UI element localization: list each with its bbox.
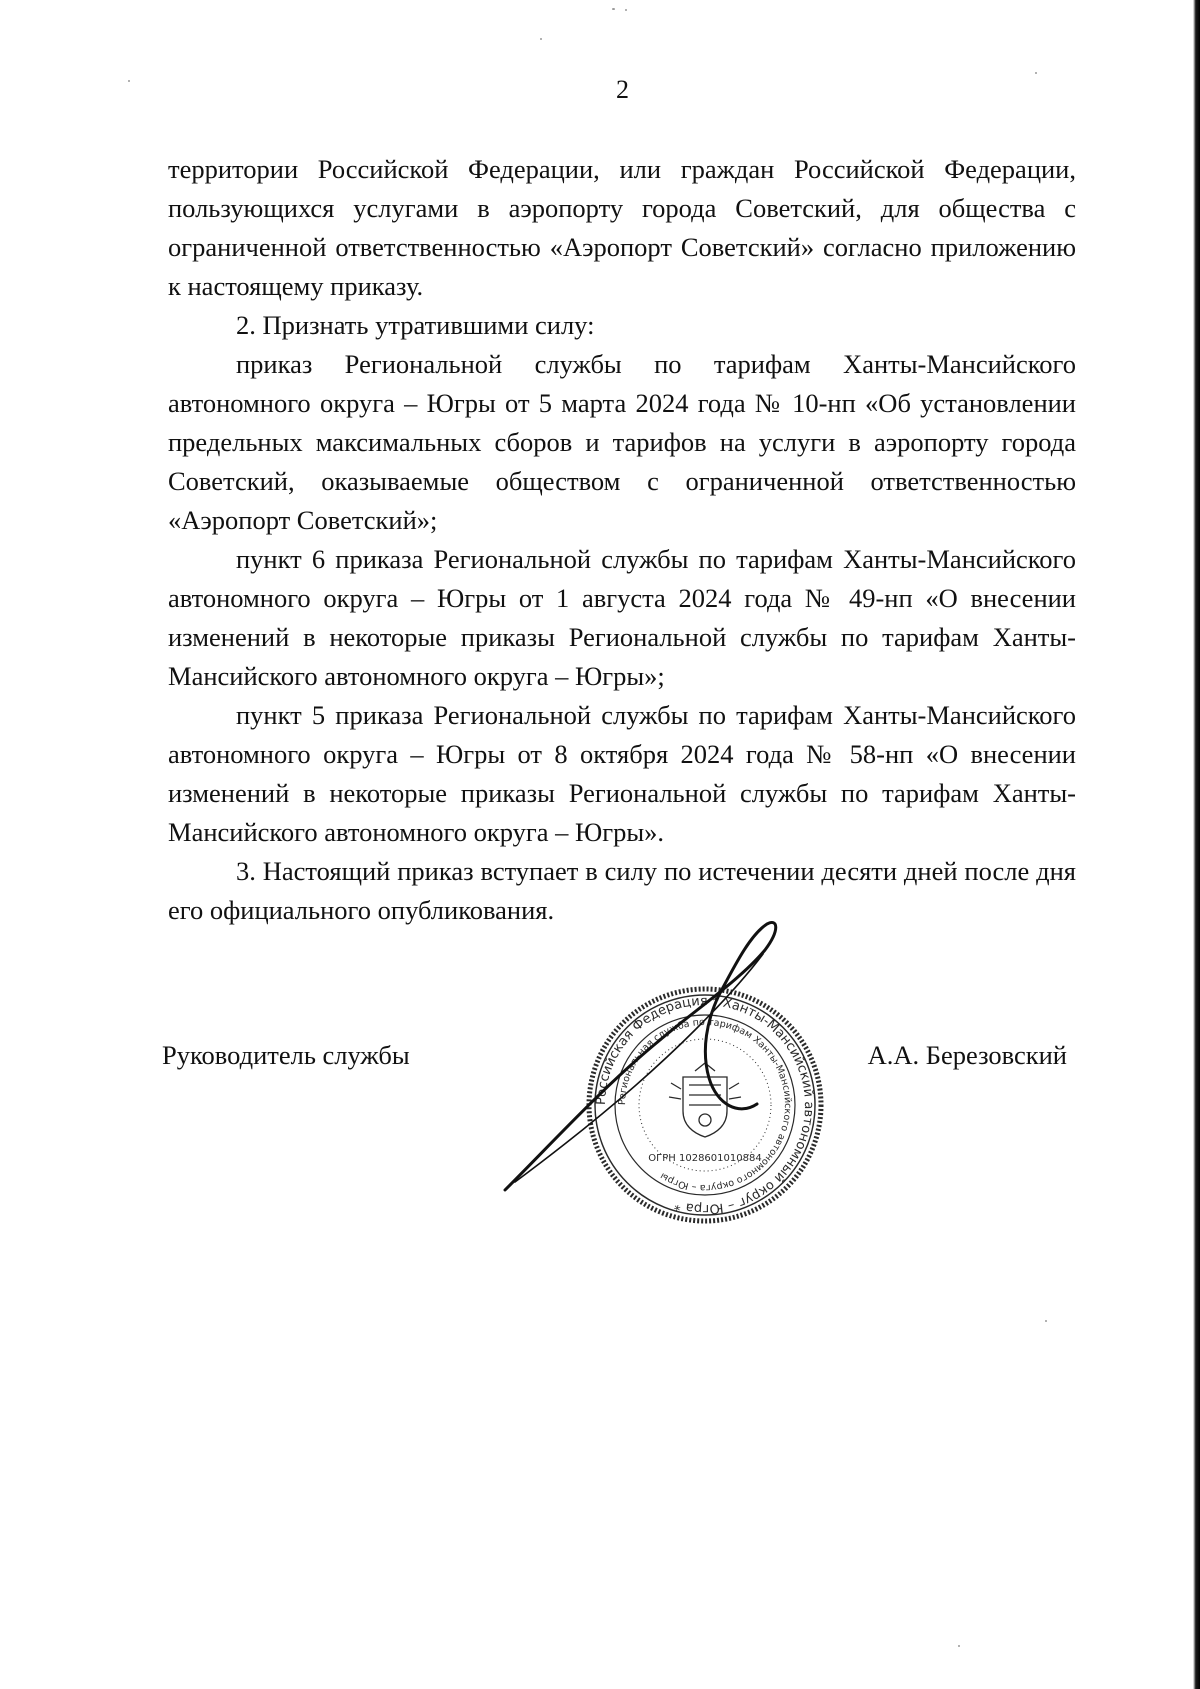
scan-speck (958, 1645, 960, 1647)
seal-inner-text: Региональная служба по тарифам Ханты-Мансийского автономного округа – Югры (616, 1016, 794, 1194)
signatory-role: Руководитель службы (162, 1040, 410, 1070)
scan-speck (625, 9, 627, 11)
scan-speck (612, 8, 615, 10)
signatory-name: А.А. Березовский (867, 1040, 1067, 1070)
seal-ogrn: ОГРН 1028601010884 (648, 1153, 762, 1164)
scan-edge-shadow (1193, 0, 1200, 1689)
page-number: 2 (616, 75, 629, 104)
seal-outer-text: Российская Федерация * Ханты-Мансийский автономный округ – Югра * (593, 993, 817, 1217)
paragraph-item-3: 3. Настоящий приказ вступает в силу по истечении десяти дней после дня его официального опубликования. (168, 856, 1076, 925)
handwritten-signature (495, 910, 845, 1200)
paragraph-repealed-order: приказ Региональной службы по тарифам Ханты-Мансийского автономного округа – Югры от 5 марта 2024 года № 10-нп «Об установлении предельных максимальных сборов и тарифов на услуги в аэропорту города Советский, оказываемые обществом с ограниченной ответственностью «Аэропорт Советский»; (168, 349, 1076, 535)
scan-speck (1045, 1320, 1047, 1322)
scan-speck (540, 38, 542, 40)
document-body (168, 150, 1076, 930)
paragraph-item-2: 2. Признать утратившими силу: (236, 310, 595, 340)
scan-speck (1035, 72, 1037, 74)
paragraph-continuation: территории Российской Федерации, или граждан Российской Федерации, пользующихся услугами в аэропорту города Советский, для общества с ограниченной ответственностью «Аэропорт Советский» согласно приложению к настоящему приказу. (168, 154, 1076, 301)
paragraph-repealed-point-5: пункт 5 приказа Региональной службы по тарифам Ханты-Мансийского автономного округа – Югры от 8 октября 2024 года № 58-нп «О внесении изменений в некоторые приказы Региональной службы по тарифам Ханты-Мансийского автономного округа – Югры». (168, 700, 1076, 847)
paragraph-repealed-point-6: пункт 6 приказа Региональной службы по тарифам Ханты-Мансийского автономного округа – Югры от 1 августа 2024 года № 49-нп «О внесении изменений в некоторые приказы Региональной службы по тарифам Ханты-Мансийского автономного округа – Югры»; (168, 544, 1076, 691)
